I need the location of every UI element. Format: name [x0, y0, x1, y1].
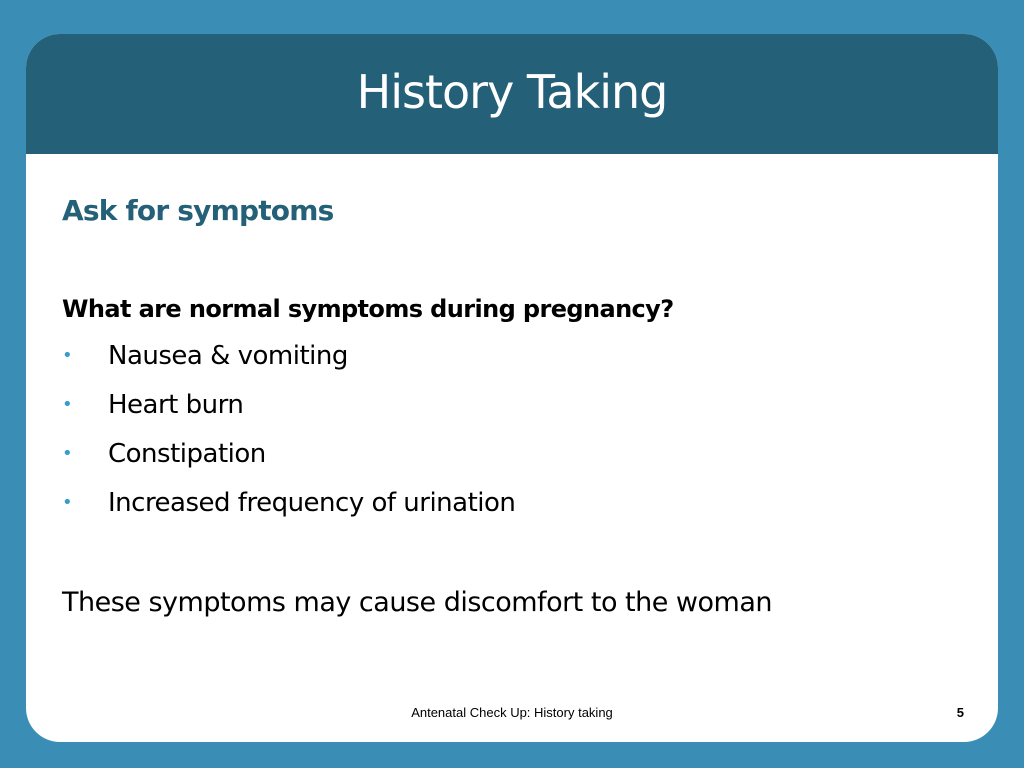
- list-item-text: Increased frequency of urination: [108, 488, 516, 518]
- list-item-text: Heart burn: [108, 390, 244, 420]
- list-item-text: Constipation: [108, 439, 266, 469]
- slide: [26, 34, 998, 742]
- list-item-text: Nausea & vomiting: [108, 341, 348, 371]
- slide-title: History Taking: [356, 65, 668, 119]
- question-heading: What are normal symptoms during pregnancy?: [62, 295, 674, 323]
- bullet-icon: •: [62, 492, 73, 513]
- page-number: 5: [956, 705, 964, 720]
- bullet-icon: •: [62, 394, 73, 415]
- footer-text: Antenatal Check Up: History taking: [411, 705, 613, 720]
- closing-statement: These symptoms may cause discomfort to the woman: [62, 587, 772, 618]
- slide-subtitle: Ask for symptoms: [62, 194, 334, 227]
- bullet-icon: •: [62, 443, 73, 464]
- title-bar: [26, 34, 998, 154]
- bullet-icon: •: [62, 345, 73, 366]
